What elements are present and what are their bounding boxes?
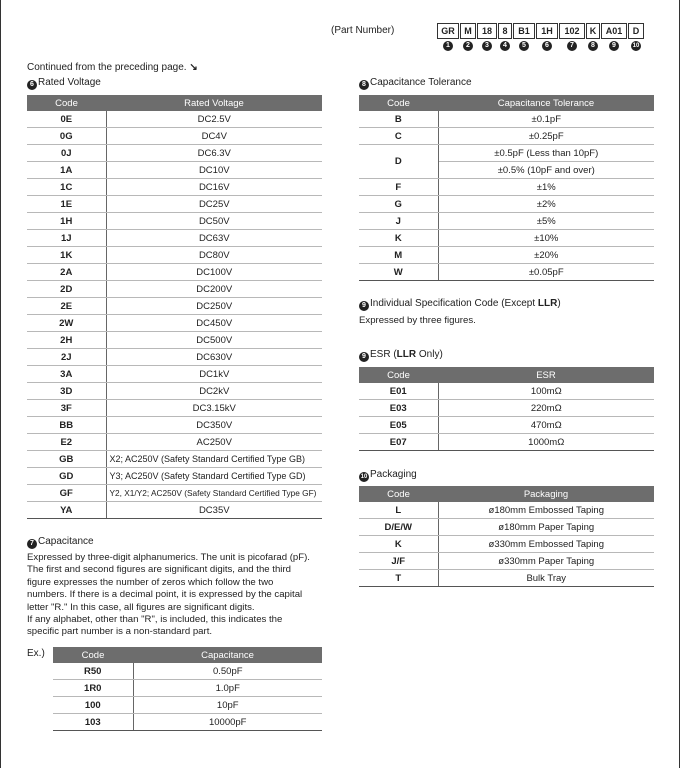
tolerance-row-value: ±10%: [438, 230, 654, 247]
capacitance-header-code: Code: [53, 647, 133, 663]
number-9-icon: 9: [359, 301, 369, 311]
rated-voltage-row: [27, 264, 322, 281]
rated-voltage-row-value: DC63V: [106, 230, 322, 247]
rated-voltage-row-value: Y2, X1/Y2; AC250V (Safety Standard Certified Type GF): [106, 485, 322, 502]
rated-voltage-row: [27, 196, 322, 213]
tolerance-title: [359, 77, 472, 90]
packaging-row-value: ø330mm Embossed Taping: [438, 536, 654, 553]
esr-header-value: ESR: [438, 367, 654, 383]
capacitance-description-line: The first and second figures are significant digits, and the third: [27, 564, 291, 576]
esr-row-value: 100mΩ: [438, 383, 654, 400]
packaging-row: [359, 502, 654, 519]
continued-note: [27, 62, 198, 73]
rated-voltage-row-code: 0G: [27, 128, 106, 145]
rated-voltage-row-value: DC200V: [106, 281, 322, 298]
part-number-index-icon: 5: [519, 41, 529, 51]
capacitance-row-code: 103: [53, 714, 133, 731]
rated-voltage-row: [27, 366, 322, 383]
part-number-index-icon: 8: [588, 41, 598, 51]
tolerance-row-code: C: [359, 128, 438, 145]
capacitance-description-line: numbers. If there is a decimal point, it is expressed by the capital: [27, 589, 303, 601]
esr-title-bold: LLR: [396, 349, 417, 360]
tolerance-row-code: M: [359, 247, 438, 264]
tolerance-row-value: ±1%: [438, 179, 654, 196]
rated-voltage-title-text: Rated Voltage: [38, 77, 101, 88]
part-number-box: K: [586, 23, 600, 39]
capacitance-row: [53, 663, 322, 680]
rated-voltage-row: [27, 451, 322, 468]
part-number-index-icon: 9: [609, 41, 619, 51]
rated-voltage-row-code: GB: [27, 451, 106, 468]
capacitance-row-code: 100: [53, 697, 133, 714]
number-6-icon: 6: [27, 80, 37, 90]
rated-voltage-row-value: DC2.5V: [106, 111, 322, 128]
tolerance-row-code: G: [359, 196, 438, 213]
rated-voltage-row: [27, 162, 322, 179]
tolerance-row: [359, 145, 654, 162]
rated-voltage-row: [27, 485, 322, 502]
tolerance-row: [359, 111, 654, 128]
rated-voltage-row-code: 3A: [27, 366, 106, 383]
individual-spec-text: Expressed by three figures.: [359, 315, 476, 326]
tolerance-row-value: ±0.5pF (Less than 10pF): [438, 145, 654, 162]
capacitance-row: [53, 697, 322, 714]
esr-title-post: Only): [416, 349, 443, 360]
rated-voltage-row-value: DC3.15kV: [106, 400, 322, 417]
esr-row-code: E05: [359, 417, 438, 434]
rated-voltage-row: [27, 298, 322, 315]
rated-voltage-title: [27, 77, 101, 90]
rated-voltage-row-value: DC2kV: [106, 383, 322, 400]
tolerance-row-code: F: [359, 179, 438, 196]
rated-voltage-row-code: 1C: [27, 179, 106, 196]
rated-voltage-row-value: DC6.3V: [106, 145, 322, 162]
tolerance-row-code: B: [359, 111, 438, 128]
rated-voltage-row-code: 3F: [27, 400, 106, 417]
packaging-row-code: T: [359, 570, 438, 587]
rated-voltage-row-value: DC35V: [106, 502, 322, 519]
capacitance-row-value: 1.0pF: [133, 680, 322, 697]
capacitance-row-code: R50: [53, 663, 133, 680]
packaging-row: [359, 536, 654, 553]
rated-voltage-table: [27, 95, 322, 519]
esr-row: [359, 417, 654, 434]
rated-voltage-row-value: DC4V: [106, 128, 322, 145]
packaging-row-value: Bulk Tray: [438, 570, 654, 587]
capacitance-row: [53, 680, 322, 697]
rated-voltage-row: [27, 417, 322, 434]
rated-voltage-row-code: GF: [27, 485, 106, 502]
rated-voltage-row-value: DC80V: [106, 247, 322, 264]
rated-voltage-row-value: DC500V: [106, 332, 322, 349]
rated-voltage-row: [27, 468, 322, 485]
rated-voltage-row-value: DC25V: [106, 196, 322, 213]
packaging-header-value: Packaging: [438, 486, 654, 502]
rated-voltage-row: [27, 179, 322, 196]
rated-voltage-row: [27, 400, 322, 417]
rated-voltage-row-code: 2A: [27, 264, 106, 281]
tolerance-row: [359, 230, 654, 247]
rated-voltage-row-value: DC250V: [106, 298, 322, 315]
part-number-box: 1H: [536, 23, 558, 39]
packaging-row: [359, 570, 654, 587]
individual-spec-title-pre: Individual Specification Code (Except: [370, 298, 538, 309]
rated-voltage-row-value: X2; AC250V (Safety Standard Certified Type GB): [106, 451, 322, 468]
page-border-left: [0, 0, 1, 768]
rated-voltage-row-code: 1J: [27, 230, 106, 247]
capacitance-description-line: letter "R." In this case, all figures are significant digits.: [27, 601, 255, 613]
packaging-row: [359, 519, 654, 536]
capacitance-header-value: Capacitance: [133, 647, 322, 663]
packaging-row-code: K: [359, 536, 438, 553]
example-label: Ex.): [27, 648, 45, 659]
part-number-index-icon: 4: [500, 41, 510, 51]
number-9-esr-icon: 9: [359, 352, 369, 362]
capacitance-title: [27, 536, 94, 549]
number-8-icon: 8: [359, 80, 369, 90]
rated-voltage-header-voltage: Rated Voltage: [106, 95, 322, 111]
part-number-box: A01: [601, 23, 627, 39]
capacitance-row-value: 10pF: [133, 697, 322, 714]
individual-spec-title-post: ): [557, 298, 561, 309]
part-number-box: 18: [477, 23, 497, 39]
part-number-index-icon: 7: [567, 41, 577, 51]
esr-row: [359, 434, 654, 451]
packaging-row-value: ø180mm Paper Taping: [438, 519, 654, 536]
packaging-row-value: ø180mm Embossed Taping: [438, 502, 654, 519]
part-number-index-icon: 6: [542, 41, 552, 51]
esr-row-value: 1000mΩ: [438, 434, 654, 451]
packaging-row-code: L: [359, 502, 438, 519]
rated-voltage-row-value: DC16V: [106, 179, 322, 196]
capacitance-description-line: If any alphabet, other than "R", is included, this indicates the: [27, 614, 283, 626]
rated-voltage-row-code: 2H: [27, 332, 106, 349]
part-number-box: M: [460, 23, 476, 39]
rated-voltage-row: [27, 434, 322, 451]
esr-table: [359, 367, 654, 451]
capacitance-row-value: 10000pF: [133, 714, 322, 731]
tolerance-row-value: ±0.1pF: [438, 111, 654, 128]
rated-voltage-row-value: Y3; AC250V (Safety Standard Certified Type GD): [106, 468, 322, 485]
rated-voltage-row-value: DC630V: [106, 349, 322, 366]
rated-voltage-header-code: Code: [27, 95, 106, 111]
rated-voltage-row: [27, 128, 322, 145]
tolerance-row-value: ±2%: [438, 196, 654, 213]
packaging-row-value: ø330mm Paper Taping: [438, 553, 654, 570]
part-number-index-icon: 2: [463, 41, 473, 51]
rated-voltage-row: [27, 502, 322, 519]
packaging-header-code: Code: [359, 486, 438, 502]
rated-voltage-row-value: DC50V: [106, 213, 322, 230]
packaging-table: [359, 486, 654, 587]
rated-voltage-row-value: DC1kV: [106, 366, 322, 383]
esr-row-value: 220mΩ: [438, 400, 654, 417]
packaging-row-code: J/F: [359, 553, 438, 570]
rated-voltage-row-code: 1K: [27, 247, 106, 264]
page-border-right: [679, 0, 680, 768]
rated-voltage-row: [27, 145, 322, 162]
part-number-index-icon: 3: [482, 41, 492, 51]
part-number-box: 8: [498, 23, 512, 39]
rated-voltage-row-value: DC100V: [106, 264, 322, 281]
tolerance-row-code: J: [359, 213, 438, 230]
tolerance-row: [359, 264, 654, 281]
number-10-icon: 10: [360, 474, 368, 480]
esr-header-code: Code: [359, 367, 438, 383]
esr-row-value: 470mΩ: [438, 417, 654, 434]
rated-voltage-row-code: 2J: [27, 349, 106, 366]
tolerance-title-text: Capacitance Tolerance: [370, 77, 472, 88]
rated-voltage-row-code: 3D: [27, 383, 106, 400]
tolerance-row-value: ±0.25pF: [438, 128, 654, 145]
tolerance-row-code: K: [359, 230, 438, 247]
capacitance-example-table: [53, 647, 322, 731]
tolerance-header-code: Code: [359, 95, 438, 111]
esr-title: [359, 349, 443, 362]
part-number-box: GR: [437, 23, 459, 39]
rated-voltage-row: [27, 111, 322, 128]
part-number-index-icon: 10: [632, 43, 640, 49]
individual-spec-title: [359, 298, 561, 311]
tolerance-row-value: ±0.5% (10pF and over): [438, 162, 654, 179]
tolerance-row: [359, 213, 654, 230]
individual-spec-title-bold: LLR: [537, 298, 558, 309]
rated-voltage-row-value: DC450V: [106, 315, 322, 332]
tolerance-row: [359, 179, 654, 196]
capacitance-row-code: 1R0: [53, 680, 133, 697]
rated-voltage-row: [27, 213, 322, 230]
rated-voltage-row-code: GD: [27, 468, 106, 485]
rated-voltage-row: [27, 247, 322, 264]
rated-voltage-row-code: 1A: [27, 162, 106, 179]
continued-arrow-icon: ↘: [189, 62, 198, 73]
packaging-title: [359, 469, 417, 482]
tolerance-row: [359, 128, 654, 145]
part-number-box: B1: [513, 23, 535, 39]
capacitance-title-text: Capacitance: [38, 536, 94, 547]
part-number-index-icon: 1: [443, 41, 453, 51]
rated-voltage-row-code: E2: [27, 434, 106, 451]
rated-voltage-row: [27, 315, 322, 332]
part-number-box: D: [628, 23, 644, 39]
number-7-icon: 7: [27, 539, 37, 549]
esr-row: [359, 383, 654, 400]
rated-voltage-row-value: DC350V: [106, 417, 322, 434]
rated-voltage-row-code: YA: [27, 502, 106, 519]
tolerance-table: [359, 95, 654, 281]
rated-voltage-row: [27, 349, 322, 366]
tolerance-header-value: Capacitance Tolerance: [438, 95, 654, 111]
rated-voltage-row-code: 2E: [27, 298, 106, 315]
tolerance-row-value: ±5%: [438, 213, 654, 230]
capacitance-description-line: Expressed by three-digit alphanumerics. The unit is picofarad (pF).: [27, 552, 310, 563]
packaging-row-code: D/E/W: [359, 519, 438, 536]
tolerance-row-code: W: [359, 264, 438, 281]
rated-voltage-row-code: BB: [27, 417, 106, 434]
rated-voltage-row: [27, 281, 322, 298]
rated-voltage-row-value: AC250V: [106, 434, 322, 451]
esr-row-code: E03: [359, 400, 438, 417]
tolerance-row-value: ±0.05pF: [438, 264, 654, 281]
tolerance-row-code: D: [359, 145, 438, 179]
tolerance-row: [359, 196, 654, 213]
tolerance-row: [359, 247, 654, 264]
capacitance-row: [53, 714, 322, 731]
esr-row: [359, 400, 654, 417]
esr-row-code: E07: [359, 434, 438, 451]
capacitance-description: [27, 552, 327, 639]
rated-voltage-row-code: 2D: [27, 281, 106, 298]
part-number-box: 102: [559, 23, 585, 39]
tolerance-row-value: ±20%: [438, 247, 654, 264]
rated-voltage-row: [27, 332, 322, 349]
rated-voltage-row-code: 1E: [27, 196, 106, 213]
continued-note-text: Continued from the preceding page.: [27, 62, 187, 73]
esr-title-pre: ESR (: [370, 349, 397, 360]
rated-voltage-row: [27, 230, 322, 247]
rated-voltage-row-code: 2W: [27, 315, 106, 332]
part-number-label: (Part Number): [331, 25, 395, 36]
rated-voltage-row-code: 1H: [27, 213, 106, 230]
rated-voltage-row-code: 0J: [27, 145, 106, 162]
rated-voltage-row-code: 0E: [27, 111, 106, 128]
capacitance-row-value: 0.50pF: [133, 663, 322, 680]
packaging-row: [359, 553, 654, 570]
capacitance-description-line: specific part number is a non-standard part.: [27, 626, 213, 638]
packaging-title-text: Packaging: [370, 469, 417, 480]
capacitance-description-line: figure expresses the number of zeros which follow the two: [27, 576, 274, 588]
rated-voltage-row-value: DC10V: [106, 162, 322, 179]
rated-voltage-row: [27, 383, 322, 400]
esr-row-code: E01: [359, 383, 438, 400]
